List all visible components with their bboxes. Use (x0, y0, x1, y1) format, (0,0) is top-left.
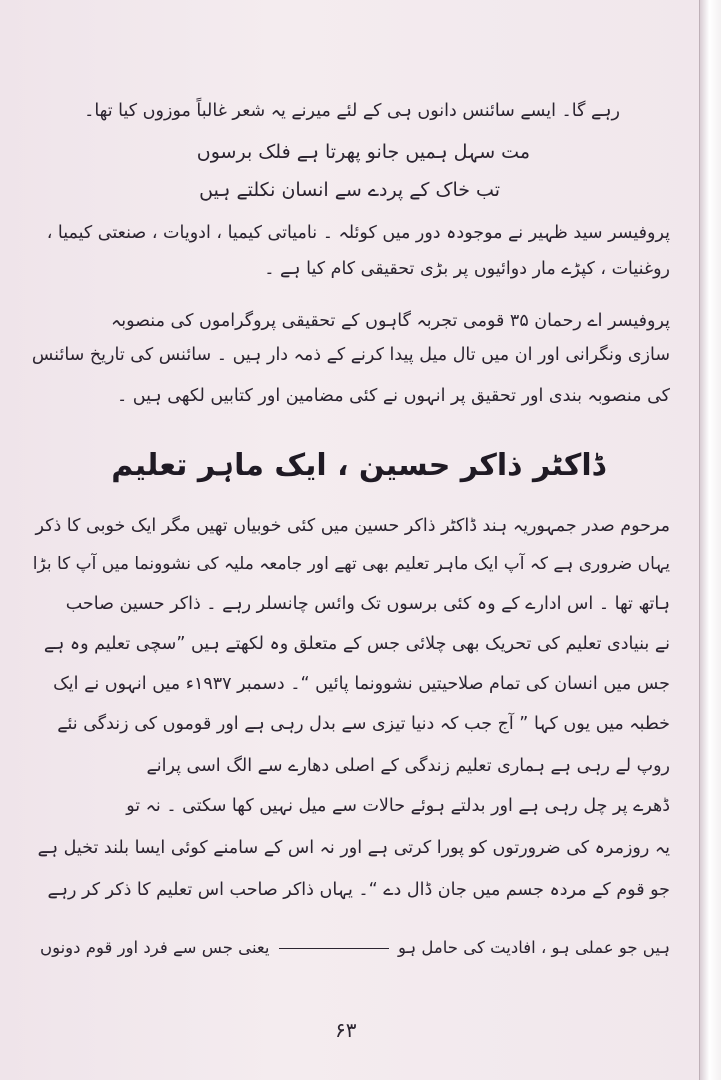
text-line-4: پروفیسر اے رحمان ۳۵ قومی تجربہ گاہوں کے تحقیقی پروگراموں کی منصوبہ (110, 311, 670, 331)
body-line-3: ہاتھ تھا ۔ اس ادارے کے وہ کئی برسوں تک وائس چانسلر رہے ۔ ذاکر حسین صاحب (65, 594, 670, 614)
page-number: ۶۳ (335, 1018, 357, 1042)
body-line-11-end: یعنی جس سے فرد اور قوم دونوں (39, 938, 270, 957)
text-line-6: کی منصوبہ بندی اور تحقیق پر انہوں نے کئی مضامین اور کتابیں لکھی ہیں ۔ (116, 386, 670, 406)
text-line-5: سازی ونگرانی اور ان میں تال میل پیدا کرنے کے ذمہ دار ہیں ۔ سائنس کی تاریخ سائنس (31, 345, 670, 365)
body-line-7: روپ لے رہی ہے ہماری تعلیم زندگی کے اصلی دھارے سے الگ اسی پرانے (146, 756, 670, 776)
body-line-5: جس میں انسان کی تمام صلاحیتیں نشوونما پائیں “۔ دسمبر ۱۹۳۷ء میں انہوں نے ایک (53, 674, 670, 694)
body-line-11 (40, 940, 670, 957)
body-line-8: ڈھرے پر چل رہی ہے اور بدلتے ہوئے حالات سے میل نہیں کھا سکتی ۔ نہ تو (126, 796, 670, 816)
body-line-10: جو قوم کے مردہ جسم میں جان ڈال دے “۔ یہاں ذاکر صاحب اس تعلیم کا ذکر کر رہے (47, 880, 670, 900)
body-line-4: نے بنیادی تعلیم کی تحریک بھی چلائی جس کے متعلق وہ لکھتے ہیں ”سچی تعلیم وہ ہے (43, 634, 670, 654)
body-line-11-start: ہیں جو عملی ہو ، افادیت کی حامل ہو (397, 938, 670, 957)
text-line-2: پروفیسر سید ظہیر نے موجودہ دور میں کوئلہ ۔ نامیاتی کیمیا ، ادویات ، صنعتی کیمیا ، (46, 223, 670, 243)
book-spine (699, 0, 721, 1080)
verse-line-1: مت سہل ہمیں جانو پھرتا ہے فلک برسوں (196, 141, 530, 163)
body-line-2: یہاں ضروری ہے کہ آپ ایک ماہر تعلیم بھی تھے اور جامعہ ملیہ کی نشوونما میں آپ کا بڑا (32, 554, 670, 574)
verse-line-2: تب خاک کے پردے سے انسان نکلتے ہیں (199, 179, 500, 201)
text-line-3: روغنیات ، کپڑے مار دوائیوں پر بڑی تحقیقی کام کیا ہے ۔ (264, 259, 670, 279)
dash-rule (279, 948, 389, 949)
body-line-9: یہ روزمرہ کی ضرورتوں کو پورا کرتی ہے اور نہ اس کے سامنے کوئی ایسا بلند تخیل ہے (37, 838, 670, 858)
body-line-1: مرحوم صدر جمہوریہ ہند ڈاکٹر ذاکر حسین میں کئی خوبیاں تھیں مگر ایک خوبی کا ذکر (35, 516, 670, 536)
text-line-1: رہے گا۔ ایسے سائنس دانوں ہی کے لئے میرنے یہ شعر غالباً موزوں کیا تھا۔ (84, 101, 620, 121)
body-line-6: خطبہ میں یوں کہا ” آج جب کہ دنیا تیزی سے بدل رہی ہے اور قوموں کی زندگی نئے (57, 714, 670, 734)
section-heading: ڈاکٹر ذاکر حسین ، ایک ماہر تعلیم (111, 448, 605, 483)
